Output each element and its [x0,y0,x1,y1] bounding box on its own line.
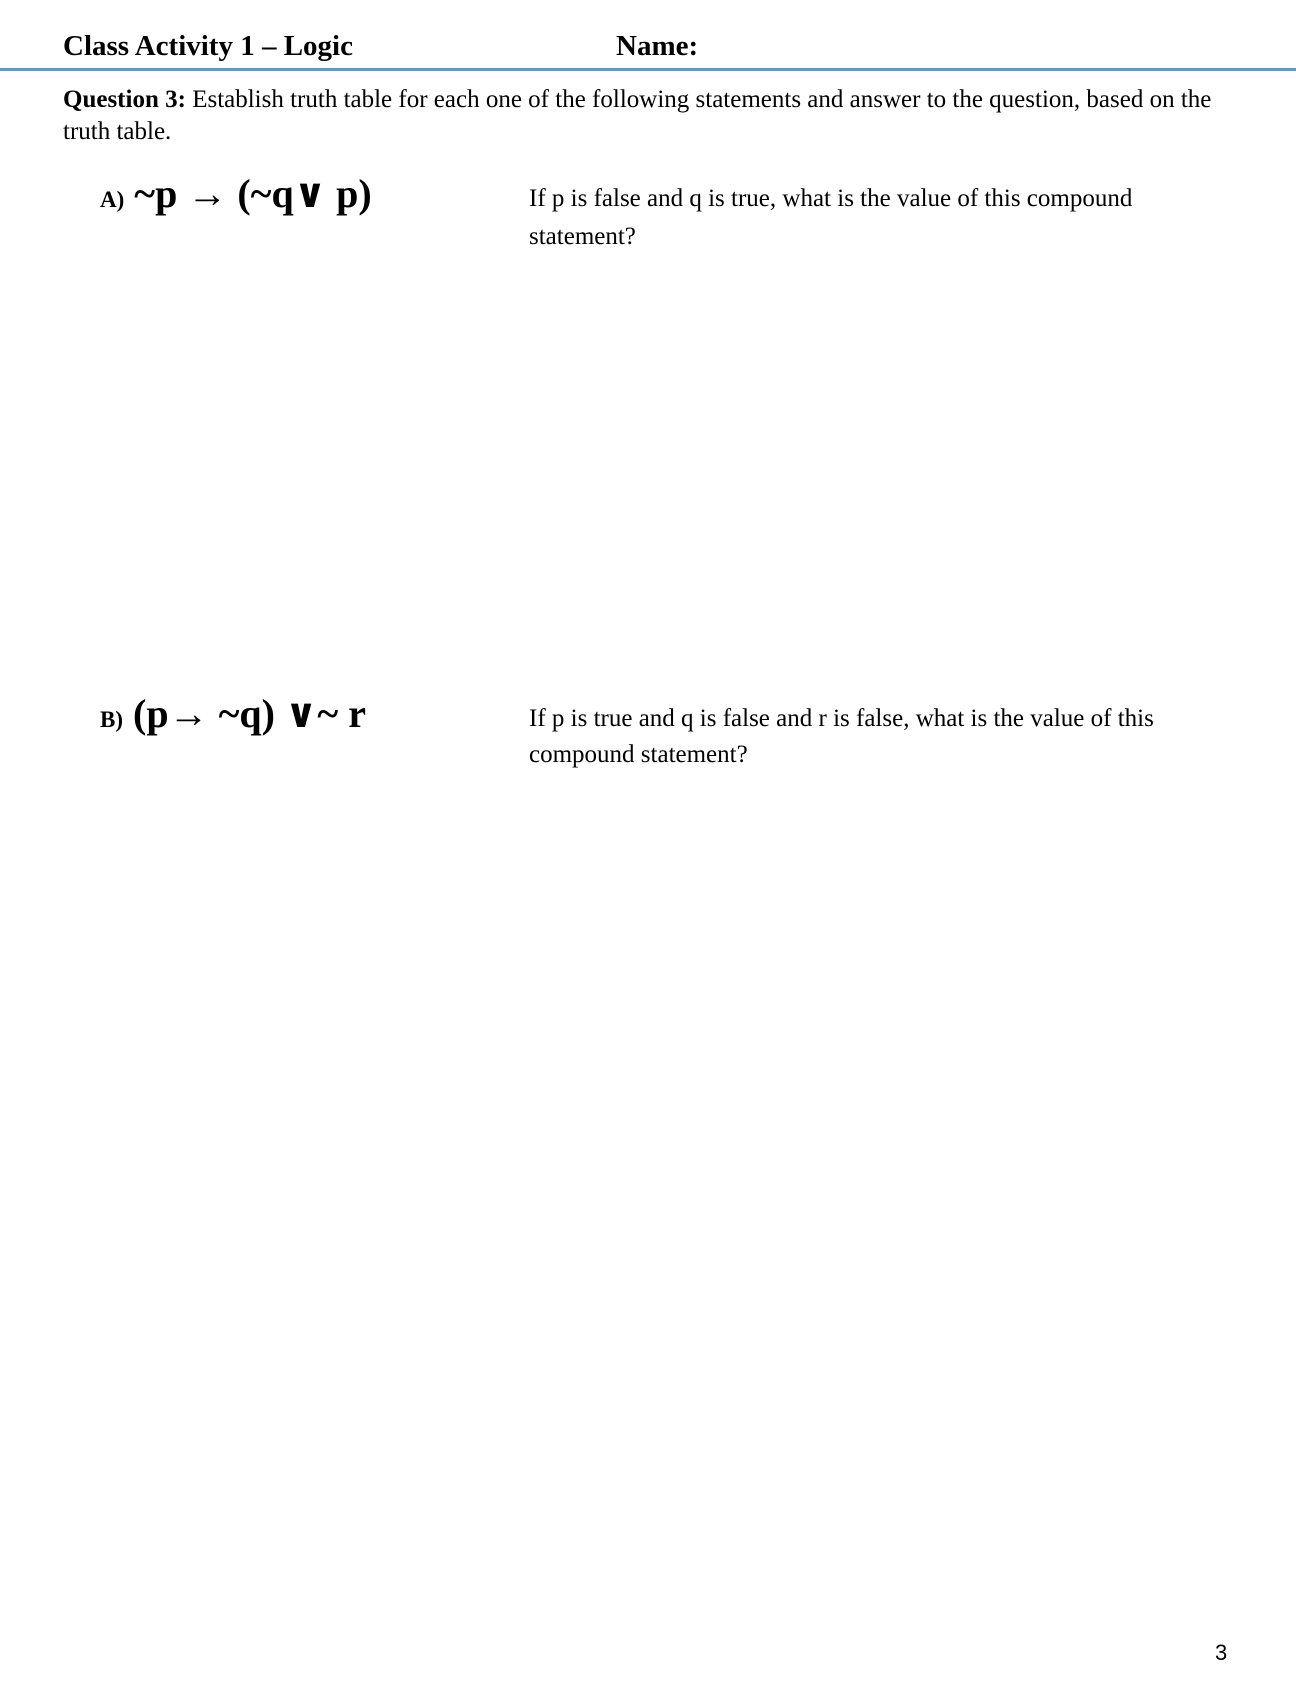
part-b-question: If p is true and q is false and r is false, what is the value of this compound statement? [529,705,1154,768]
question-text: Establish truth table for each one of the following statements and answer to the question, based on the truth table. [63,86,1212,145]
part-b-label: B) [100,707,123,732]
question-label: Question 3: [63,86,186,113]
part-a-label: A) [100,187,125,212]
page-number: 3 [1215,1640,1228,1665]
part-a-formula: ~p → (~q∨ p) [134,171,372,216]
name-label: Name: [616,30,699,62]
document-title: Class Activity 1 – Logic [63,30,353,62]
header-divider [0,68,1296,71]
part-a-question: If p is false and q is true, what is the value of this compound statement? [529,185,1133,250]
part-b-expression [100,690,366,737]
part-b-formula: (p→ ~q) ∨~ r [133,691,366,736]
document-header [0,0,1296,72]
part-a-expression [100,170,372,217]
question-prompt [63,84,1243,148]
